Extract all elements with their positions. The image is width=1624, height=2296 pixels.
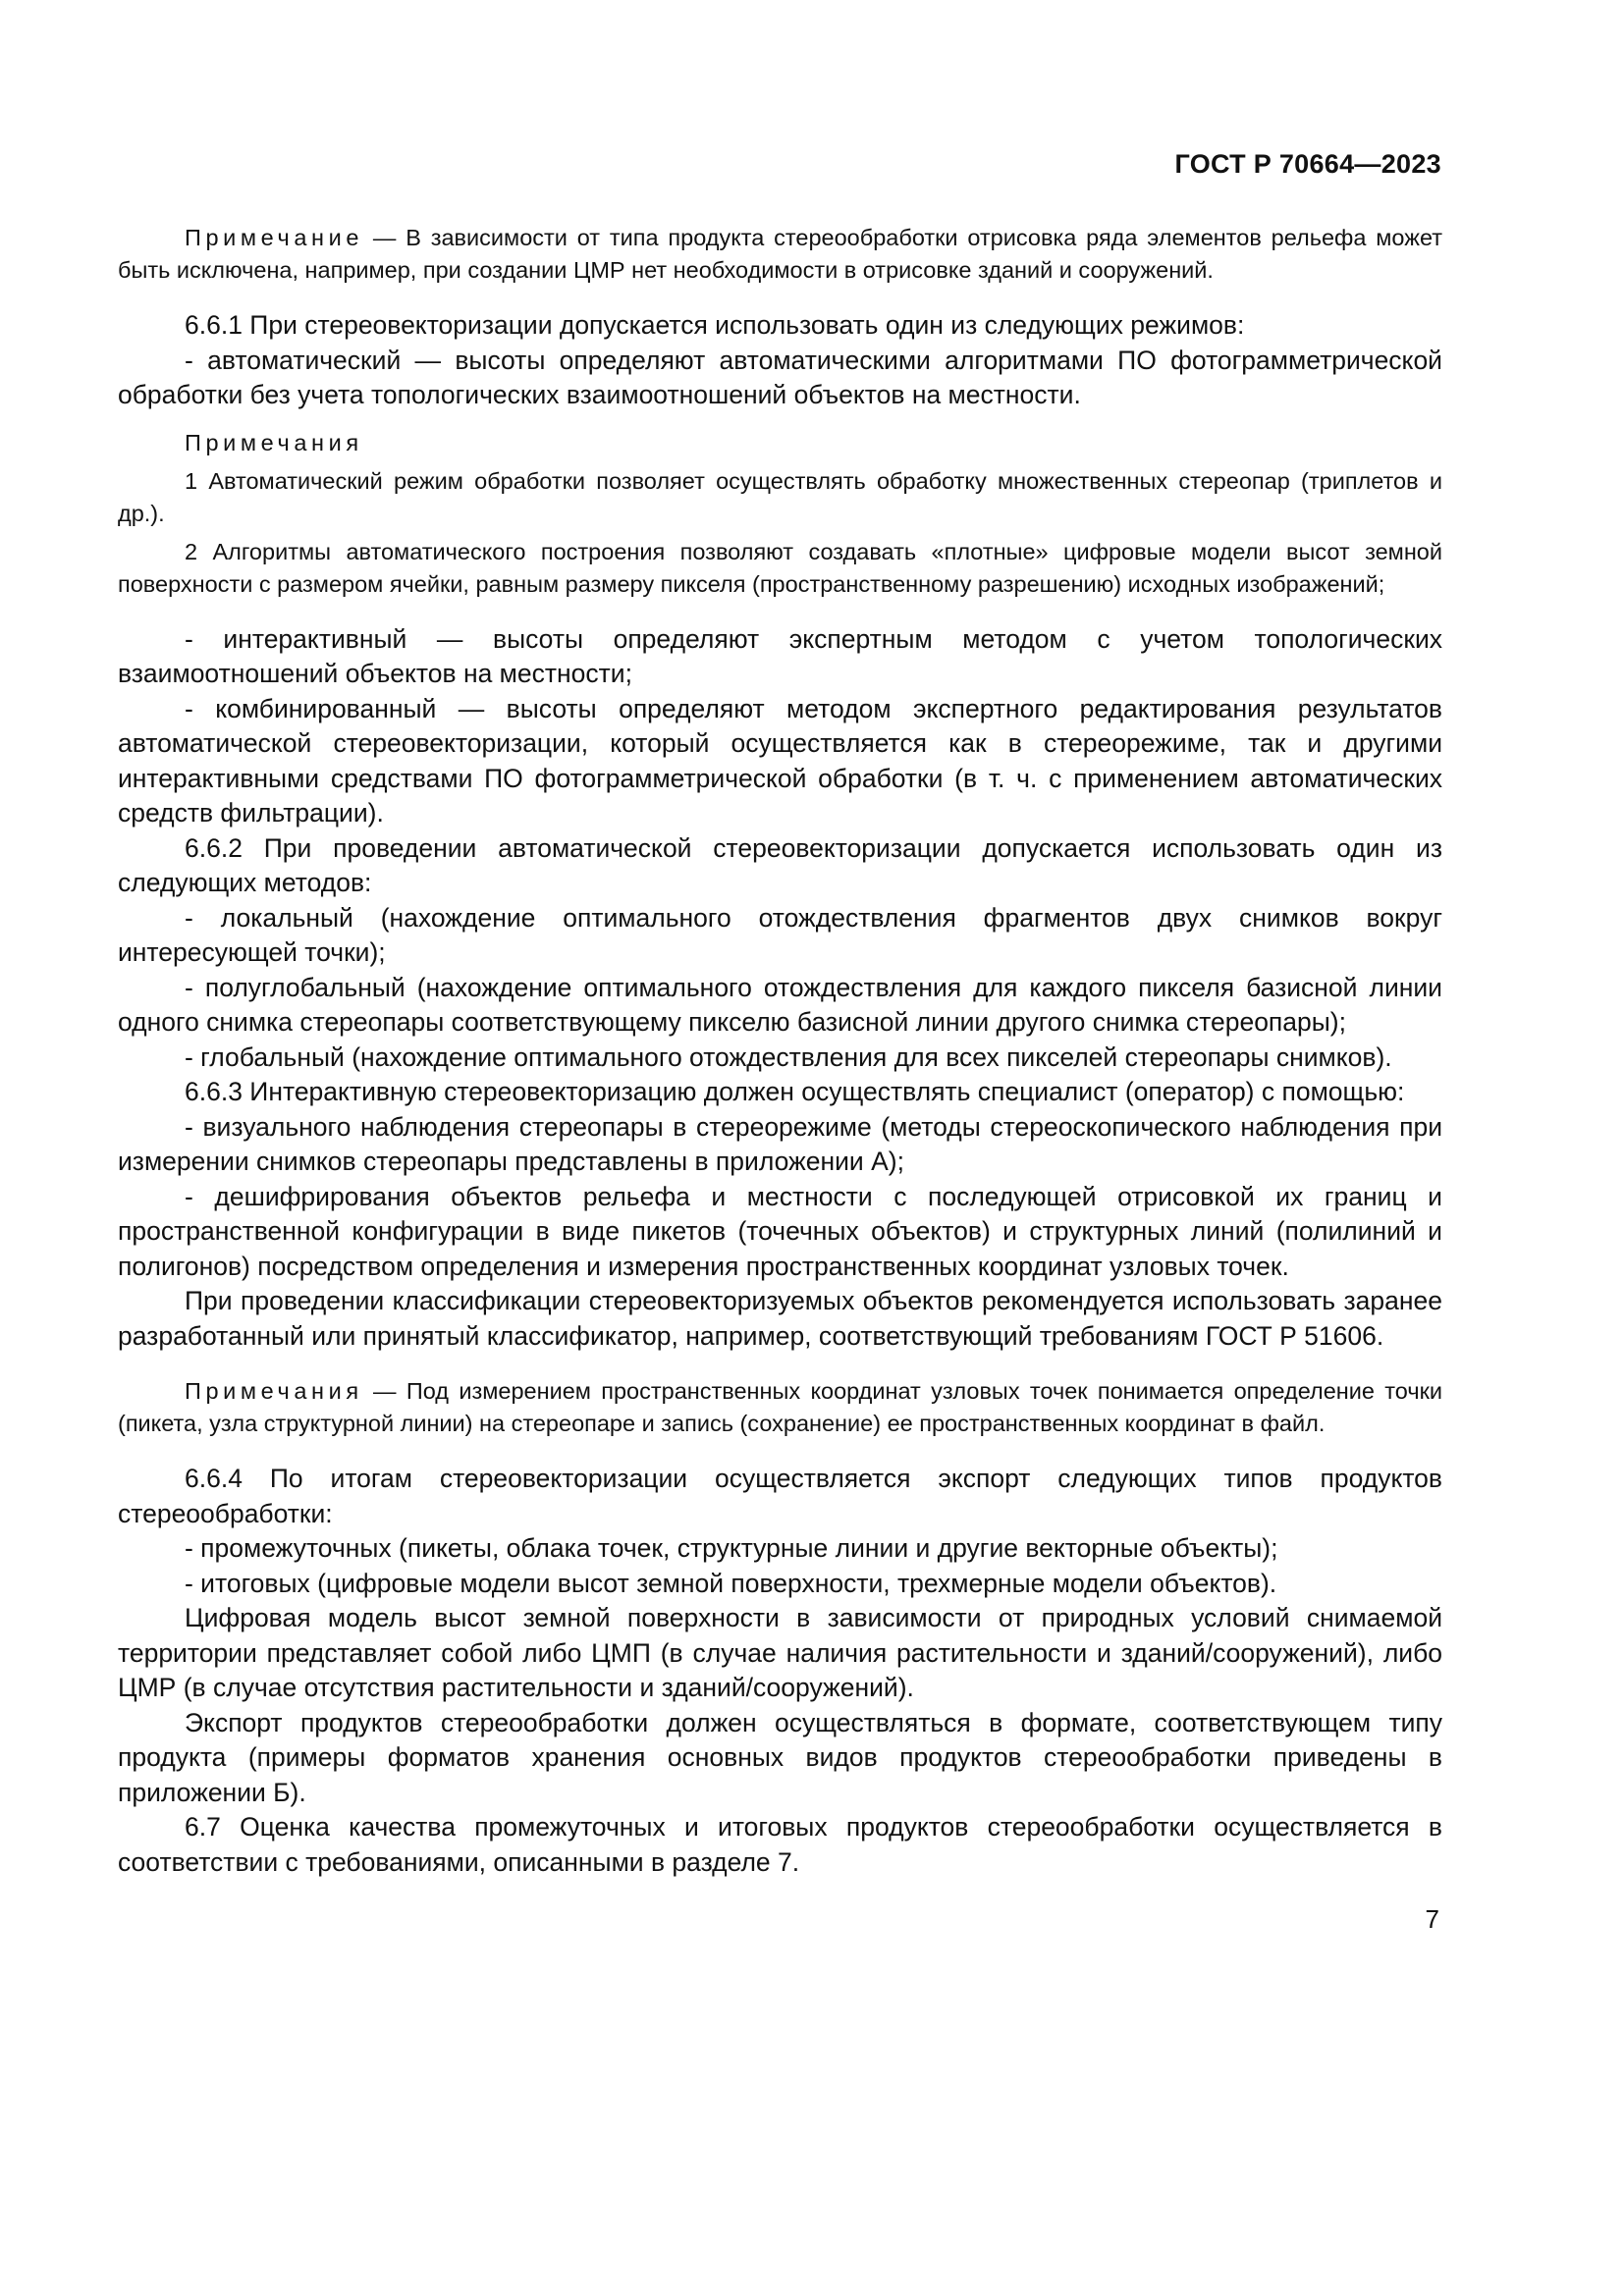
clause-6-6-2: 6.6.2 При проведении автоматической стереовекторизации допускается использовать один из следующих методов: xyxy=(118,832,1442,897)
list-item: - полуглобальный (нахождение оптимального отождествления для каждого пикселя базисной линии одного снимка стереопары соответствующему пикселю базисной линии другого снимка стереопары); xyxy=(118,972,1442,1037)
note-label: Примечание xyxy=(185,225,364,250)
clause-6-7: 6.7 Оценка качества промежуточных и итоговых продуктов стереообработки осуществляется в соответствии с требованиями, описанными в разделе 7. xyxy=(118,1812,1442,1877)
list-item: - интерактивный — высоты определяют экспертным методом с учетом топологических взаимоотношений объектов на местности; xyxy=(118,623,1442,688)
note-text: — Под измерением пространственных координат узловых точек понимается определение точки (пикета, узла структурной линии) на стереопаре и запись (сохранение) ее пространственных координат в файл. xyxy=(118,1378,1442,1436)
body-paragraph: Цифровая модель высот земной поверхности в зависимости от природных условий снимаемой территории представляет собой либо ЦМП (в случае наличия растительности и зданий/сооружений), либо ЦМР (в случае отсутствия растительности и зданий/сооружений). xyxy=(118,1603,1442,1702)
note-paragraph xyxy=(118,222,1442,287)
note-label: Примечания xyxy=(185,1378,363,1404)
clause-6-6-4: 6.6.4 По итогам стереовекторизации осуществляется экспорт следующих типов продуктов стереообработки: xyxy=(118,1464,1442,1528)
note-label: Примечания xyxy=(185,429,363,455)
note-item: 1 Автоматический режим обработки позволяет осуществлять обработку множественных стереопар (триплетов и др.). xyxy=(118,467,1442,526)
note-item: 2 Алгоритмы автоматического построения позволяют создавать «плотные» цифровые модели высот земной поверхности с размером ячейки, равным размеру пикселя (пространственному разрешению) исходных изображений; xyxy=(118,538,1442,597)
list-item: - локальный (нахождение оптимального отождествления фрагментов двух снимков вокруг интересующей точки); xyxy=(118,902,1442,967)
list-item: - визуального наблюдения стереопары в стереорежиме (методы стереоскопического наблюдения при измерении снимков стереопары представлены в приложении А); xyxy=(118,1111,1442,1176)
list-item: - дешифрирования объектов рельефа и местности с последующей отрисовкой их границ и пространственной конфигурации в виде пикетов (точечных объектов) и структурных линий (полилиний и полигонов) посредством определения и измерения пространственных координат узловых точек. xyxy=(118,1181,1442,1281)
body-paragraph: При проведении классификации стереовекторизуемых объектов рекомендуется использовать заранее разработанный или принятый классификатор, например, соответствующий требованиям ГОСТ Р 51606. xyxy=(118,1286,1442,1351)
list-item: - промежуточных (пикеты, облака точек, структурные линии и другие векторные объекты); xyxy=(185,1533,1278,1563)
note-text: — В зависимости от типа продукта стереообработки отрисовка ряда элементов рельефа может быть исключена, например, при создании ЦМР нет необходимости в отрисовке зданий и сооружений. xyxy=(118,225,1442,283)
list-item: - глобальный (нахождение оптимального отождествления для всех пикселей стереопары снимков). xyxy=(185,1041,1392,1072)
list-item: - комбинированный — высоты определяют методом экспертного редактирования результатов автоматической стереовекторизации, который осуществляется как в стереорежиме, так и другими интерактивными средствами ПО фотограмметрической обработки (в т. ч. с применением автоматических средств фильтрации). xyxy=(118,693,1442,828)
list-item: - итоговых (цифровые модели высот земной поверхности, трехмерные модели объектов). xyxy=(185,1568,1277,1598)
document-body xyxy=(118,222,1442,1880)
document-code: ГОСТ Р 70664—2023 xyxy=(1174,149,1441,179)
body-paragraph: Экспорт продуктов стереообработки должен осуществляться в формате, соответствующем типу продукта (примеры форматов хранения основных видов продуктов стереообработки приведены в приложении Б). xyxy=(118,1707,1442,1807)
page-number: 7 xyxy=(1425,1904,1439,1934)
clause-6-6-3: 6.6.3 Интерактивную стереовекторизацию должен осуществлять специалист (оператор) с помощью: xyxy=(185,1077,1405,1106)
list-item: - автоматический — высоты определяют автоматическими алгоритмами ПО фотограмметрической обработки без учета топологических взаимоотношений объектов на местности. xyxy=(118,345,1442,409)
note-paragraph xyxy=(118,1375,1442,1440)
notes-heading xyxy=(118,427,1442,459)
clause-6-6-1: 6.6.1 При стереовекторизации допускается использовать один из следующих режимов: xyxy=(185,310,1245,340)
